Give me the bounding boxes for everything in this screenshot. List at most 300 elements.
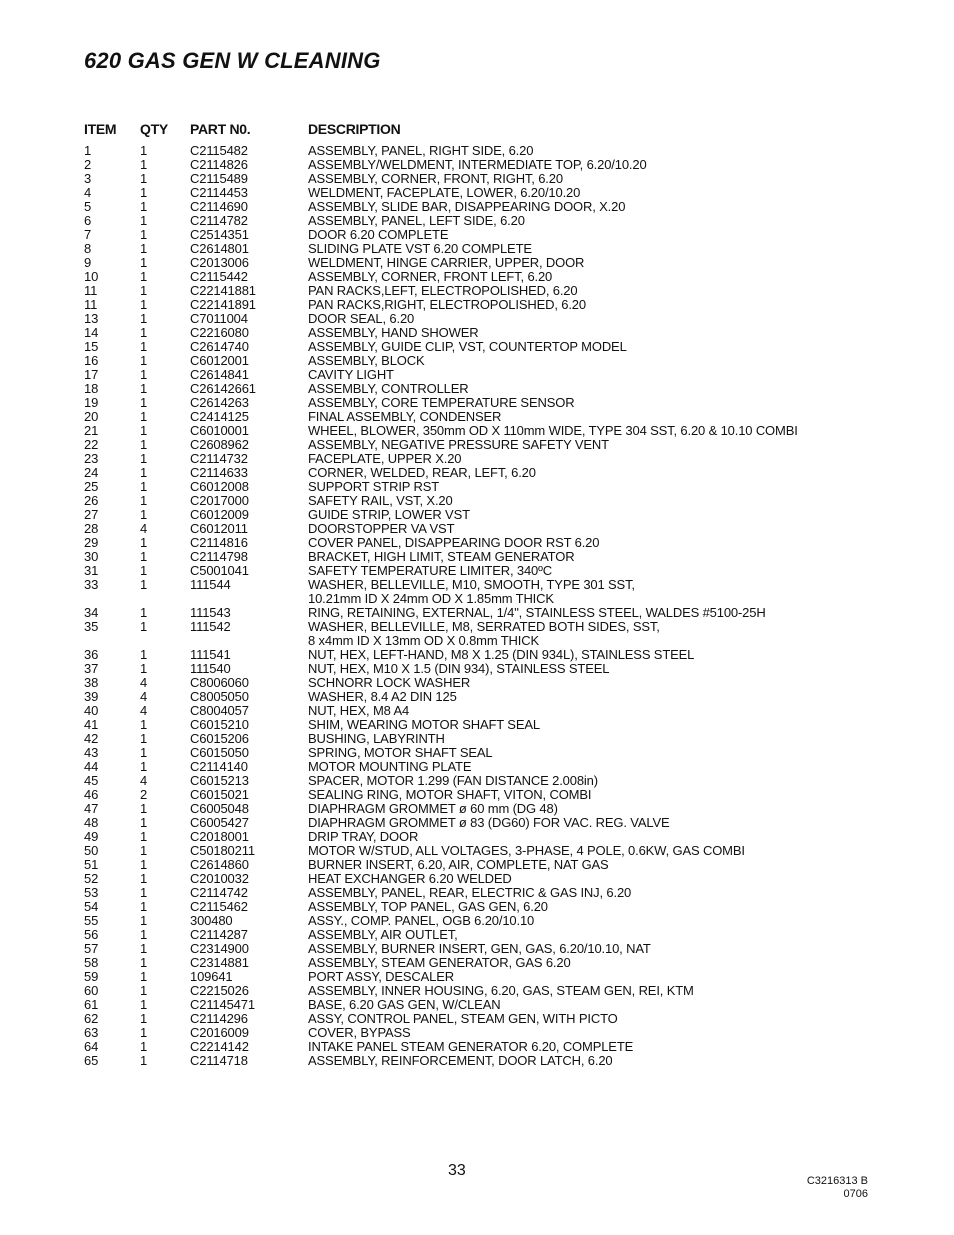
part-number: C6012008 — [190, 479, 249, 494]
item-number: 57 — [84, 941, 99, 956]
description-line: COVER, BYPASS — [308, 1025, 411, 1040]
item-description — [308, 900, 884, 914]
header-item: ITEM — [84, 121, 117, 137]
table-row — [84, 928, 884, 942]
item-qty: 1 — [140, 801, 148, 816]
item-qty: 1 — [140, 283, 148, 298]
header-qty: QTY — [140, 121, 168, 137]
description-line: GUIDE STRIP, LOWER VST — [308, 507, 470, 522]
item-description — [308, 270, 884, 284]
description-line: FACEPLATE, UPPER X.20 — [308, 451, 462, 466]
description-line: CAVITY LIGHT — [308, 367, 394, 382]
table-row — [84, 1054, 884, 1068]
description-line: DRIP TRAY, DOOR — [308, 829, 419, 844]
table-row — [84, 984, 884, 998]
part-number: C2614263 — [190, 395, 249, 410]
table-row — [84, 312, 884, 326]
item-number: 4 — [84, 185, 92, 200]
description-line: ASSEMBLY/WELDMENT, INTERMEDIATE TOP, 6.20/10.20 — [308, 157, 647, 172]
description-line: BUSHING, LABYRINTH — [308, 731, 445, 746]
description-line: HEAT EXCHANGER 6.20 WELDED — [308, 871, 512, 886]
part-number: C2114633 — [190, 465, 248, 480]
item-qty: 1 — [140, 983, 148, 998]
table-row — [84, 172, 884, 186]
item-number: 38 — [84, 675, 99, 690]
part-number: C2115462 — [190, 899, 248, 914]
item-description — [308, 228, 884, 242]
item-description — [308, 872, 884, 886]
part-number: C2114690 — [190, 199, 248, 214]
item-qty: 1 — [140, 185, 148, 200]
item-number: 65 — [84, 1053, 99, 1068]
item-description — [308, 858, 884, 872]
part-number: C6015021 — [190, 787, 249, 802]
item-qty: 1 — [140, 269, 148, 284]
description-line: DIAPHRAGM GROMMET ø 83 (DG60) FOR VAC. REG. VALVE — [308, 815, 670, 830]
description-line: SAFETY RAIL, VST, X.20 — [308, 493, 453, 508]
item-description — [308, 158, 884, 172]
doc-code-number: C3216313 B — [806, 1175, 868, 1187]
item-qty: 1 — [140, 493, 148, 508]
table-row — [84, 732, 884, 746]
description-line: BRACKET, HIGH LIMIT, STEAM GENERATOR — [308, 549, 575, 564]
part-number: C2016009 — [190, 1025, 249, 1040]
description-line: ASSEMBLY, PANEL, RIGHT SIDE, 6.20 — [308, 143, 534, 158]
description-line: SAFETY TEMPERATURE LIMITER, 340ºC — [308, 563, 552, 578]
item-number: 47 — [84, 801, 99, 816]
item-description — [308, 676, 884, 690]
item-description — [308, 214, 884, 228]
item-qty: 1 — [140, 619, 148, 634]
part-number: C2614801 — [190, 241, 249, 256]
item-number: 36 — [84, 647, 99, 662]
item-number: 1 — [84, 143, 92, 158]
table-row — [84, 816, 884, 830]
item-description — [308, 578, 884, 606]
item-number: 9 — [84, 255, 92, 270]
item-description — [308, 690, 884, 704]
item-number: 41 — [84, 717, 99, 732]
item-number: 50 — [84, 843, 99, 858]
item-number: 7 — [84, 227, 92, 242]
item-qty: 1 — [140, 731, 148, 746]
table-row — [84, 424, 884, 438]
item-qty: 1 — [140, 1039, 148, 1054]
item-description — [308, 606, 884, 620]
description-line: COVER PANEL, DISAPPEARING DOOR RST 6.20 — [308, 535, 600, 550]
part-number: C6015210 — [190, 717, 249, 732]
item-description — [308, 200, 884, 214]
item-qty: 1 — [140, 661, 148, 676]
table-row — [84, 788, 884, 802]
table-row — [84, 466, 884, 480]
item-number: 3 — [84, 171, 92, 186]
table-row — [84, 1040, 884, 1054]
item-number: 14 — [84, 325, 99, 340]
item-description — [308, 970, 884, 984]
item-number: 56 — [84, 927, 99, 942]
item-number: 25 — [84, 479, 99, 494]
part-number: C6015206 — [190, 731, 249, 746]
part-number: C2215026 — [190, 983, 249, 998]
item-description — [308, 802, 884, 816]
item-qty: 1 — [140, 479, 148, 494]
table-row — [84, 970, 884, 984]
table-row — [84, 914, 884, 928]
item-qty: 1 — [140, 311, 148, 326]
item-number: 5 — [84, 199, 92, 214]
description-line: NUT, HEX, M8 A4 — [308, 703, 410, 718]
item-qty: 1 — [140, 745, 148, 760]
description-line: MOTOR MOUNTING PLATE — [308, 759, 472, 774]
doc-code-date: 0706 — [843, 1188, 868, 1200]
item-number: 64 — [84, 1039, 99, 1054]
part-number: C2114140 — [190, 759, 248, 774]
item-description — [308, 788, 884, 802]
table-row — [84, 144, 884, 158]
table-row — [84, 242, 884, 256]
table-row — [84, 186, 884, 200]
item-number: 34 — [84, 605, 99, 620]
item-qty: 1 — [140, 423, 148, 438]
table-row — [84, 564, 884, 578]
item-number: 28 — [84, 521, 99, 536]
item-qty: 1 — [140, 409, 148, 424]
part-number: C2214142 — [190, 1039, 249, 1054]
item-qty: 1 — [140, 871, 148, 886]
item-description — [308, 536, 884, 550]
page-number: 33 — [448, 1162, 466, 1179]
table-row — [84, 256, 884, 270]
table-row — [84, 494, 884, 508]
item-number: 58 — [84, 955, 99, 970]
item-qty: 1 — [140, 143, 148, 158]
item-qty: 1 — [140, 199, 148, 214]
description-line: NUT, HEX, LEFT-HAND, M8 X 1.25 (DIN 934L), STAINLESS STEEL — [308, 647, 695, 662]
description-line: ASSEMBLY, AIR OUTLET, — [308, 927, 458, 942]
table-row — [84, 858, 884, 872]
item-description — [308, 942, 884, 956]
item-number: 23 — [84, 451, 99, 466]
item-qty: 4 — [140, 675, 148, 690]
part-number: 109641 — [190, 969, 233, 984]
item-qty: 1 — [140, 563, 148, 578]
part-number: 111542 — [190, 619, 231, 634]
item-qty: 1 — [140, 815, 148, 830]
item-description — [308, 494, 884, 508]
item-description — [308, 368, 884, 382]
item-qty: 1 — [140, 1053, 148, 1068]
table-row — [84, 396, 884, 410]
item-description — [308, 172, 884, 186]
item-qty: 1 — [140, 451, 148, 466]
item-number: 55 — [84, 913, 99, 928]
item-description — [308, 1040, 884, 1054]
description-line: MOTOR W/STUD, ALL VOLTAGES, 3-PHASE, 4 POLE, 0.6KW, GAS COMBI — [308, 843, 745, 858]
header-description: DESCRIPTION — [308, 121, 401, 137]
description-line: ASSEMBLY, CORNER, FRONT LEFT, 6.20 — [308, 269, 553, 284]
item-number: 43 — [84, 745, 99, 760]
part-number: C2114287 — [190, 927, 248, 942]
item-qty: 2 — [140, 787, 148, 802]
description-line: 8 x4mm ID X 13mm OD X 0.8mm THICK — [308, 633, 540, 648]
part-number: C2114798 — [190, 549, 248, 564]
description-line: ASSEMBLY, GUIDE CLIP, VST, COUNTERTOP MODEL — [308, 339, 627, 354]
item-description — [308, 396, 884, 410]
item-qty: 1 — [140, 381, 148, 396]
description-line: SHIM, WEARING MOTOR SHAFT SEAL — [308, 717, 540, 732]
item-qty: 1 — [140, 507, 148, 522]
table-row — [84, 536, 884, 550]
table-row — [84, 802, 884, 816]
description-line: NUT, HEX, M10 X 1.5 (DIN 934), STAINLESS STEEL — [308, 661, 610, 676]
item-number: 19 — [84, 395, 99, 410]
item-description — [308, 746, 884, 760]
description-line: BASE, 6.20 GAS GEN, W/CLEAN — [308, 997, 501, 1012]
item-description — [308, 1026, 884, 1040]
item-number: 15 — [84, 339, 99, 354]
part-number: C2114718 — [190, 1053, 248, 1068]
item-qty: 1 — [140, 969, 148, 984]
item-qty: 1 — [140, 717, 148, 732]
item-qty: 1 — [140, 213, 148, 228]
item-number: 45 — [84, 773, 99, 788]
table-row — [84, 620, 884, 648]
item-qty: 1 — [140, 941, 148, 956]
table-row — [84, 452, 884, 466]
item-number: 61 — [84, 997, 99, 1012]
table-row — [84, 1012, 884, 1026]
description-line: DOOR 6.20 COMPLETE — [308, 227, 449, 242]
part-number: C2114782 — [190, 213, 248, 228]
item-number: 42 — [84, 731, 99, 746]
part-number: C2010032 — [190, 871, 249, 886]
table-row — [84, 340, 884, 354]
item-number: 8 — [84, 241, 92, 256]
part-number: C7011004 — [190, 311, 248, 326]
part-number: C2115442 — [190, 269, 248, 284]
part-number: C2314900 — [190, 941, 249, 956]
table-row — [84, 1026, 884, 1040]
part-number: C6012009 — [190, 507, 249, 522]
table-row — [84, 382, 884, 396]
description-line: WELDMENT, HINGE CARRIER, UPPER, DOOR — [308, 255, 585, 270]
item-description — [308, 144, 884, 158]
description-line: ASSEMBLY, BLOCK — [308, 353, 425, 368]
item-qty: 4 — [140, 703, 148, 718]
item-description — [308, 816, 884, 830]
document-code — [807, 1175, 868, 1201]
item-number: 51 — [84, 857, 99, 872]
item-description — [308, 284, 884, 298]
table-row — [84, 648, 884, 662]
part-number: 111540 — [190, 661, 231, 676]
table-row — [84, 200, 884, 214]
table-header — [84, 118, 884, 144]
item-description — [308, 326, 884, 340]
part-number: C2013006 — [190, 255, 249, 270]
item-qty: 1 — [140, 927, 148, 942]
part-number: C2114816 — [190, 535, 248, 550]
item-description — [308, 424, 884, 438]
item-number: 30 — [84, 549, 99, 564]
item-description — [308, 354, 884, 368]
item-number: 63 — [84, 1025, 99, 1040]
table-row — [84, 550, 884, 564]
part-number: C6015213 — [190, 773, 249, 788]
item-description — [308, 844, 884, 858]
item-qty: 4 — [140, 521, 148, 536]
item-description — [308, 410, 884, 424]
part-number: C2017000 — [190, 493, 249, 508]
part-number: C6012011 — [190, 521, 248, 536]
description-line: ASSY., COMP. PANEL, OGB 6.20/10.10 — [308, 913, 535, 928]
item-number: 54 — [84, 899, 99, 914]
table-row — [84, 298, 884, 312]
table-row — [84, 872, 884, 886]
item-qty: 1 — [140, 1025, 148, 1040]
table-row — [84, 662, 884, 676]
part-number: C8005050 — [190, 689, 249, 704]
table-row — [84, 606, 884, 620]
description-line: ASSEMBLY, TOP PANEL, GAS GEN, 6.20 — [308, 899, 548, 914]
item-qty: 1 — [140, 577, 148, 592]
parts-table — [84, 118, 884, 1068]
description-line: ASSEMBLY, PANEL, LEFT SIDE, 6.20 — [308, 213, 525, 228]
table-row — [84, 438, 884, 452]
item-qty: 1 — [140, 157, 148, 172]
item-number: 18 — [84, 381, 99, 396]
table-row — [84, 522, 884, 536]
table-row — [84, 718, 884, 732]
part-number: C26142661 — [190, 381, 256, 396]
part-number: C2114826 — [190, 157, 248, 172]
table-row — [84, 998, 884, 1012]
description-line: DIAPHRAGM GROMMET ø 60 mm (DG 48) — [308, 801, 558, 816]
description-line: ASSEMBLY, STEAM GENERATOR, GAS 6.20 — [308, 955, 571, 970]
description-line: SPACER, MOTOR 1.299 (FAN DISTANCE 2.008in) — [308, 773, 598, 788]
item-number: 59 — [84, 969, 99, 984]
item-number: 11 — [84, 297, 98, 312]
part-number: C8006060 — [190, 675, 249, 690]
description-line: SLIDING PLATE VST 6.20 COMPLETE — [308, 241, 532, 256]
part-number: C2514351 — [190, 227, 249, 242]
description-line: SUPPORT STRIP RST — [308, 479, 440, 494]
table-row — [84, 578, 884, 606]
description-line: PAN RACKS,LEFT, ELECTROPOLISHED, 6.20 — [308, 283, 578, 298]
item-qty: 1 — [140, 241, 148, 256]
item-description — [308, 648, 884, 662]
item-description — [308, 914, 884, 928]
table-row — [84, 886, 884, 900]
item-qty: 1 — [140, 913, 148, 928]
table-row — [84, 410, 884, 424]
table-row — [84, 508, 884, 522]
item-description — [308, 340, 884, 354]
table-row — [84, 284, 884, 298]
item-description — [308, 928, 884, 942]
item-description — [308, 998, 884, 1012]
item-qty: 1 — [140, 1011, 148, 1026]
item-number: 40 — [84, 703, 99, 718]
part-number: C2114732 — [190, 451, 248, 466]
table-row — [84, 774, 884, 788]
table-row — [84, 326, 884, 340]
item-qty: 1 — [140, 549, 148, 564]
description-line: ASSEMBLY, PANEL, REAR, ELECTRIC & GAS INJ, 6.20 — [308, 885, 632, 900]
table-row — [84, 354, 884, 368]
item-qty: 4 — [140, 773, 148, 788]
item-description — [308, 186, 884, 200]
item-description — [308, 452, 884, 466]
table-row — [84, 942, 884, 956]
item-description — [308, 550, 884, 564]
item-number: 46 — [84, 787, 99, 802]
item-number: 53 — [84, 885, 99, 900]
part-number: C50180211 — [190, 843, 255, 858]
item-qty: 1 — [140, 647, 148, 662]
item-qty: 1 — [140, 353, 148, 368]
description-line: WASHER, BELLEVILLE, M10, SMOOTH, TYPE 301 SST, — [308, 577, 635, 592]
item-number: 52 — [84, 871, 99, 886]
item-number: 31 — [84, 563, 99, 578]
page-title: 620 GAS GEN W CLEANING — [84, 48, 381, 73]
item-description — [308, 830, 884, 844]
item-number: 17 — [84, 367, 99, 382]
part-number: C2115489 — [190, 171, 248, 186]
item-number: 60 — [84, 983, 99, 998]
item-number: 26 — [84, 493, 99, 508]
table-body — [84, 144, 884, 1068]
table-row — [84, 676, 884, 690]
item-description — [308, 620, 884, 648]
description-line: ASSEMBLY, CONTROLLER — [308, 381, 469, 396]
part-number: C2114742 — [190, 885, 248, 900]
table-row — [84, 690, 884, 704]
item-description — [308, 466, 884, 480]
item-number: 37 — [84, 661, 99, 676]
item-number: 33 — [84, 577, 99, 592]
item-qty: 1 — [140, 465, 148, 480]
description-line: ASSEMBLY, CORNER, FRONT, RIGHT, 6.20 — [308, 171, 563, 186]
part-number: C22141881 — [190, 283, 256, 298]
description-line: ASSEMBLY, CORE TEMPERATURE SENSOR — [308, 395, 575, 410]
part-number: C2608962 — [190, 437, 249, 452]
item-qty: 1 — [140, 297, 148, 312]
item-number: 62 — [84, 1011, 99, 1026]
description-line: ASSEMBLY, SLIDE BAR, DISAPPEARING DOOR, X.20 — [308, 199, 626, 214]
description-line: CORNER, WELDED, REAR, LEFT, 6.20 — [308, 465, 536, 480]
item-qty: 1 — [140, 843, 148, 858]
table-row — [84, 228, 884, 242]
item-description — [308, 256, 884, 270]
description-line: FINAL ASSEMBLY, CONDENSER — [308, 409, 502, 424]
table-row — [84, 270, 884, 284]
item-number: 2 — [84, 157, 92, 172]
part-number: C2414125 — [190, 409, 249, 424]
part-number: C2614740 — [190, 339, 249, 354]
part-number: C2114296 — [190, 1011, 248, 1026]
table-row — [84, 830, 884, 844]
table-row — [84, 704, 884, 718]
description-line: ASSEMBLY, REINFORCEMENT, DOOR LATCH, 6.20 — [308, 1053, 613, 1068]
item-description — [308, 760, 884, 774]
description-line: 10.21mm ID X 24mm OD X 1.85mm THICK — [308, 591, 554, 606]
item-description — [308, 522, 884, 536]
item-description — [308, 1054, 884, 1068]
item-description — [308, 1012, 884, 1026]
item-qty: 1 — [140, 171, 148, 186]
